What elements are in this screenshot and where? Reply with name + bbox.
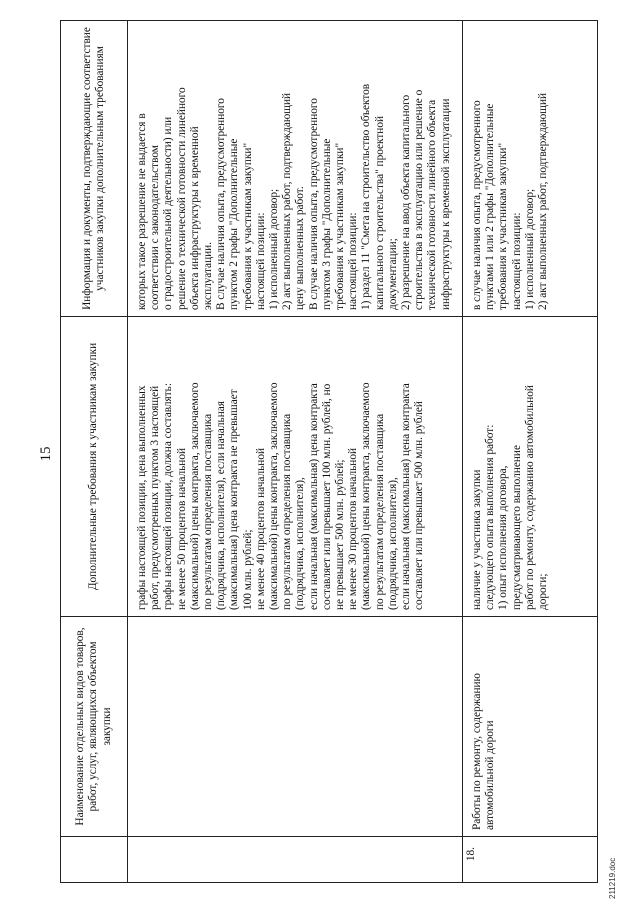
row-number: 18. bbox=[463, 837, 598, 883]
text-line: 100 млн. рублей; bbox=[241, 529, 254, 610]
text-line: 1) раздел 11 "Смета на строительство объектов bbox=[360, 83, 373, 310]
table-row bbox=[128, 21, 463, 883]
text-line: требования к участникам закупки" bbox=[241, 142, 254, 310]
text-line: в случае наличия опыта, предусмотренного bbox=[471, 100, 483, 310]
table-row bbox=[463, 21, 598, 883]
text-line: технической готовности линейного объекта bbox=[426, 99, 439, 310]
text-line: решение о технической готовности линейного bbox=[175, 87, 188, 310]
requirements-cell bbox=[128, 317, 463, 617]
text-line: требования к участникам закупки" bbox=[497, 142, 510, 310]
text-line: капитального строительства" проектной bbox=[373, 115, 386, 310]
item-name-cell bbox=[463, 617, 598, 837]
text-line: по результатам определения поставщика bbox=[373, 413, 386, 610]
text-line: 1) исполненный договор; bbox=[523, 188, 536, 310]
text-line: настоящей позиции: bbox=[510, 212, 523, 310]
text-line: не менее 30 процентов начальной bbox=[347, 447, 360, 610]
text-line: требования к участникам закупки" bbox=[334, 142, 347, 310]
text-line: документации; bbox=[386, 238, 399, 310]
text-line: В случае наличия опыта, предусмотренного bbox=[215, 98, 228, 310]
footer-filename: 211219.doc bbox=[608, 857, 617, 899]
text-line: настоящей позиции: bbox=[347, 212, 360, 310]
text-line: (подрядчика, исполнителя), если начальная bbox=[215, 401, 228, 610]
text-line: автомобильной дороги bbox=[484, 720, 497, 830]
text-line: если начальная (максимальная) цена контракта bbox=[400, 383, 413, 610]
requirements-text bbox=[130, 323, 426, 610]
text-line: (подрядчика, исполнителя), bbox=[386, 477, 399, 610]
text-line: пунктами 1 или 2 графы "Дополнительные bbox=[484, 103, 497, 310]
text-line: (максимальной) цены контракта, заключаемого bbox=[360, 382, 373, 610]
text-line: пунктом 2 графы "Дополнительные bbox=[228, 138, 241, 310]
documents-cell bbox=[463, 21, 598, 317]
header-number bbox=[61, 837, 128, 883]
text-line: (подрядчика, исполнителя), bbox=[294, 477, 307, 610]
text-line: объекта инфраструктуры к временной bbox=[188, 126, 201, 310]
requirements-cell bbox=[463, 317, 598, 617]
text-line: 1) опыт исполнения договора, bbox=[497, 465, 510, 610]
text-line: (максимальной) цены контракта, заключаемого bbox=[188, 382, 201, 610]
text-line: не менее 40 процентов начальной bbox=[254, 447, 267, 610]
text-line: 1) исполненный договор; bbox=[268, 188, 281, 310]
documents-text bbox=[465, 27, 550, 310]
text-line: по результатам определения поставщика bbox=[281, 413, 294, 610]
text-line: следующего опыта выполнения работ: bbox=[484, 424, 497, 610]
documents-cell bbox=[128, 21, 463, 317]
text-line: 2) акт выполненных работ, подтверждающий bbox=[537, 92, 550, 310]
text-line: (максимальная) цена контракта не превышает bbox=[228, 389, 241, 610]
text-line: предусматривающего выполнение bbox=[510, 445, 523, 610]
text-line: (максимальной) цены контракта, заключаемого bbox=[268, 382, 281, 610]
header-item-name: Наименование отдельных видов товаров, работ, услуг, являющихся объектом закупки bbox=[61, 617, 128, 837]
item-name-cell bbox=[128, 617, 463, 837]
text-line: Работы по ремонту, содержанию bbox=[471, 673, 483, 830]
text-line: составляет или превышает 500 млн. рублей bbox=[413, 401, 426, 610]
requirements-text bbox=[465, 323, 550, 610]
text-line: о градостроительной деятельности) или bbox=[162, 116, 175, 310]
text-line: по результатам определения поставщика bbox=[202, 413, 215, 610]
header-documents: Информация и документы, подтверждающие соответствие участников закупки дополнительным требованиям bbox=[61, 21, 128, 317]
documents-text bbox=[130, 27, 453, 310]
text-line: настоящей позиции: bbox=[254, 212, 267, 310]
row-number bbox=[128, 837, 463, 883]
text-line: составляет или превышает 100 млн. рублей, но bbox=[320, 383, 333, 610]
text-line: если начальная (максимальная) цена контракта bbox=[307, 383, 320, 610]
text-line: пунктом 3 графы "Дополнительные bbox=[320, 138, 333, 310]
text-line: наличие у участника закупки bbox=[471, 469, 483, 610]
table-header-row bbox=[61, 21, 128, 883]
text-line: работ, предусмотренных пунктом 3 настоящей bbox=[149, 385, 162, 610]
text-line: цену выполненных работ. bbox=[294, 186, 307, 310]
requirements-table bbox=[60, 20, 598, 883]
text-line: не превышает 500 млн. рублей; bbox=[334, 459, 347, 610]
text-line: не менее 50 процентов начальной bbox=[175, 447, 188, 610]
header-requirements: Дополнительные требования к участникам закупки bbox=[61, 317, 128, 617]
text-line: графы настоящей позиции, должна составлять: bbox=[162, 383, 175, 610]
text-line: строительства в эксплуатацию или решение о bbox=[413, 89, 426, 310]
text-line: 2) акт выполненных работ, подтверждающий bbox=[281, 92, 294, 310]
text-line: В случае наличия опыта, предусмотренного bbox=[307, 98, 320, 310]
item-name-text bbox=[465, 623, 497, 830]
page-number: 15 bbox=[38, 446, 54, 462]
text-line: дороги; bbox=[537, 573, 550, 610]
text-line: работ по ремонту, содержанию автомобильной bbox=[523, 385, 536, 610]
text-line: эксплуатации. bbox=[202, 241, 215, 310]
text-line: инфраструктуры к временной эксплуатации bbox=[439, 98, 452, 310]
text-line: которых такое разрешение не выдается в bbox=[136, 113, 148, 310]
text-line: 2) разрешение на ввод объекта капитального bbox=[400, 94, 413, 310]
text-line: соответствии с законодательством bbox=[149, 145, 162, 310]
text-line: графы настоящей позиции, цена выполненных bbox=[136, 385, 148, 610]
